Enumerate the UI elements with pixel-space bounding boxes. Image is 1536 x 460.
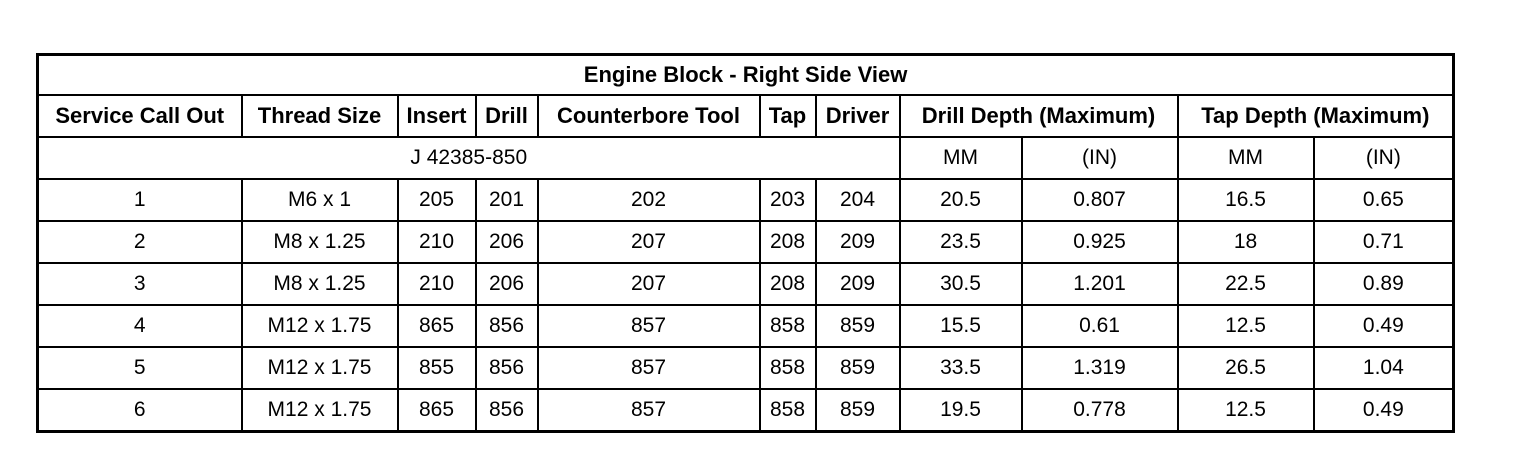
cell-insert: 210 — [398, 221, 476, 263]
cell-tap-depth-mm: 26.5 — [1178, 347, 1314, 389]
header-thread-size: Thread Size — [242, 95, 398, 137]
cell-driver: 209 — [816, 263, 900, 305]
cell-callout: 4 — [38, 305, 242, 347]
cell-drill: 856 — [476, 389, 538, 432]
cell-thread-size: M12 x 1.75 — [242, 347, 398, 389]
cell-counterbore: 202 — [538, 179, 760, 221]
kit-number: J 42385-850 — [38, 137, 900, 179]
cell-tap-depth-in: 0.65 — [1314, 179, 1454, 221]
cell-tap-depth-mm: 12.5 — [1178, 389, 1314, 432]
cell-tap-depth-in: 0.89 — [1314, 263, 1454, 305]
cell-drill-depth-in: 1.201 — [1022, 263, 1178, 305]
table-row — [38, 179, 1454, 221]
cell-driver: 859 — [816, 347, 900, 389]
cell-drill-depth-mm: 19.5 — [900, 389, 1022, 432]
cell-drill-depth-mm: 33.5 — [900, 347, 1022, 389]
table-row — [38, 389, 1454, 432]
cell-counterbore: 857 — [538, 347, 760, 389]
cell-drill: 206 — [476, 263, 538, 305]
header-tap-depth: Tap Depth (Maximum) — [1178, 95, 1454, 137]
cell-drill: 856 — [476, 347, 538, 389]
thread-repair-spec-table — [36, 53, 1455, 433]
cell-driver: 204 — [816, 179, 900, 221]
cell-tap-depth-mm: 18 — [1178, 221, 1314, 263]
unit-drill-in: (IN) — [1022, 137, 1178, 179]
cell-drill-depth-mm: 30.5 — [900, 263, 1022, 305]
cell-callout: 5 — [38, 347, 242, 389]
cell-tap: 858 — [760, 305, 816, 347]
cell-tap-depth-mm: 16.5 — [1178, 179, 1314, 221]
cell-thread-size: M6 x 1 — [242, 179, 398, 221]
header-insert: Insert — [398, 95, 476, 137]
table-title: Engine Block - Right Side View — [38, 55, 1454, 96]
cell-driver: 859 — [816, 305, 900, 347]
header-counterbore-tool: Counterbore Tool — [538, 95, 760, 137]
cell-drill: 856 — [476, 305, 538, 347]
cell-driver: 859 — [816, 389, 900, 432]
cell-tap-depth-mm: 22.5 — [1178, 263, 1314, 305]
cell-thread-size: M8 x 1.25 — [242, 263, 398, 305]
cell-tap-depth-mm: 12.5 — [1178, 305, 1314, 347]
cell-insert: 210 — [398, 263, 476, 305]
cell-counterbore: 207 — [538, 263, 760, 305]
cell-tap: 858 — [760, 389, 816, 432]
cell-tap: 208 — [760, 221, 816, 263]
header-drill: Drill — [476, 95, 538, 137]
header-service-call-out: Service Call Out — [38, 95, 242, 137]
cell-tap: 208 — [760, 263, 816, 305]
cell-insert: 855 — [398, 347, 476, 389]
unit-drill-mm: MM — [900, 137, 1022, 179]
cell-insert: 205 — [398, 179, 476, 221]
cell-tap-depth-in: 1.04 — [1314, 347, 1454, 389]
table-title-row — [38, 55, 1454, 96]
cell-drill: 201 — [476, 179, 538, 221]
cell-callout: 1 — [38, 179, 242, 221]
unit-tap-in: (IN) — [1314, 137, 1454, 179]
cell-counterbore: 857 — [538, 305, 760, 347]
cell-tap: 858 — [760, 347, 816, 389]
header-driver: Driver — [816, 95, 900, 137]
cell-tap: 203 — [760, 179, 816, 221]
cell-tap-depth-in: 0.49 — [1314, 389, 1454, 432]
cell-thread-size: M12 x 1.75 — [242, 389, 398, 432]
cell-counterbore: 857 — [538, 389, 760, 432]
cell-thread-size: M8 x 1.25 — [242, 221, 398, 263]
header-drill-depth: Drill Depth (Maximum) — [900, 95, 1178, 137]
cell-drill-depth-in: 1.319 — [1022, 347, 1178, 389]
cell-tap-depth-in: 0.71 — [1314, 221, 1454, 263]
cell-drill-depth-mm: 15.5 — [900, 305, 1022, 347]
cell-counterbore: 207 — [538, 221, 760, 263]
table-row — [38, 305, 1454, 347]
cell-drill-depth-in: 0.778 — [1022, 389, 1178, 432]
cell-callout: 3 — [38, 263, 242, 305]
cell-drill: 206 — [476, 221, 538, 263]
cell-insert: 865 — [398, 389, 476, 432]
cell-drill-depth-in: 0.807 — [1022, 179, 1178, 221]
table-row — [38, 221, 1454, 263]
cell-drill-depth-mm: 23.5 — [900, 221, 1022, 263]
cell-tap-depth-in: 0.49 — [1314, 305, 1454, 347]
units-row — [38, 137, 1454, 179]
header-row — [38, 95, 1454, 137]
cell-drill-depth-in: 0.61 — [1022, 305, 1178, 347]
cell-thread-size: M12 x 1.75 — [242, 305, 398, 347]
cell-drill-depth-mm: 20.5 — [900, 179, 1022, 221]
table-row — [38, 347, 1454, 389]
cell-callout: 6 — [38, 389, 242, 432]
table-row — [38, 263, 1454, 305]
header-tap: Tap — [760, 95, 816, 137]
cell-driver: 209 — [816, 221, 900, 263]
unit-tap-mm: MM — [1178, 137, 1314, 179]
cell-insert: 865 — [398, 305, 476, 347]
cell-drill-depth-in: 0.925 — [1022, 221, 1178, 263]
cell-callout: 2 — [38, 221, 242, 263]
